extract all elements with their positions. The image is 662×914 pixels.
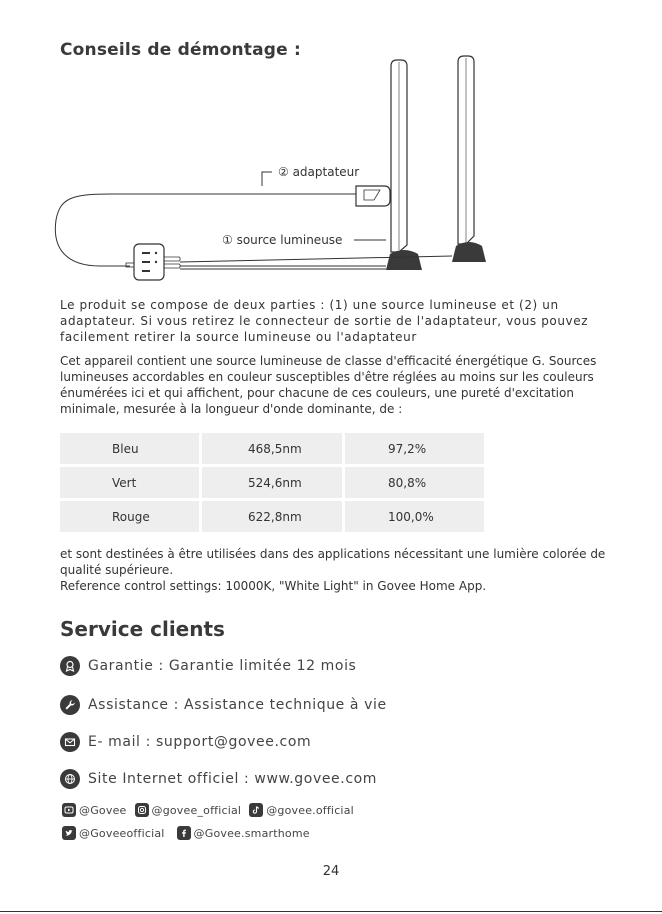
table-cell: 622,8nm xyxy=(202,501,342,532)
social-handle: @Govee xyxy=(79,803,127,817)
table-cell: 524,6nm xyxy=(202,467,342,498)
adapter-label: ② adaptateur xyxy=(278,165,360,179)
energy-class-paragraph: Cet appareil contient une source lumineuse de classe d'efficacité énergétique G. Sources lumineuses accordables en couleur susceptibles d'être réglées au moins sur les couleurs énumérées ici et qui affichent, pour chacune de ces couleurs, une pureté d'excitation minimale, mesurée à la longueur d'onde dominante, de : xyxy=(60,354,597,416)
award-icon xyxy=(60,656,80,676)
social-handle: @Govee.smarthome xyxy=(193,826,310,840)
social-row-1 xyxy=(62,802,362,818)
light-bar-left xyxy=(391,60,407,252)
color-purity-table xyxy=(57,430,487,535)
social-handle: @Goveeofficial xyxy=(79,826,165,840)
base-right xyxy=(452,242,486,262)
email-link[interactable]: E- mail : support@govee.com xyxy=(88,734,312,750)
composition-paragraph: Le produit se compose de deux parties : (1) une source lumineuse et (2) un adaptateur. Si vous retirez le connecteur de sortie de l'adaptateur, vous pouvez facilement retirer la source lumineuse ou l'adaptateur xyxy=(60,298,589,344)
mail-icon xyxy=(60,732,80,752)
bottom-divider xyxy=(0,911,662,912)
service-email xyxy=(60,731,311,753)
service-warranty xyxy=(60,655,356,677)
social-twitter[interactable] xyxy=(62,826,165,840)
social-row-2 xyxy=(62,825,318,841)
service-support xyxy=(60,694,387,716)
table-row xyxy=(60,501,484,532)
website-link[interactable]: Site Internet officiel : www.govee.com xyxy=(88,771,378,787)
adapter-callout-line xyxy=(262,172,272,186)
page-number: 24 xyxy=(322,864,340,879)
twitter-icon xyxy=(62,826,76,840)
instagram-icon xyxy=(135,803,149,817)
light-source-label: ① source lumineuse xyxy=(222,233,343,247)
social-instagram[interactable] xyxy=(135,803,242,817)
cables xyxy=(55,194,452,269)
service-heading: Service clients xyxy=(60,617,225,641)
section-heading: Conseils de démontage : xyxy=(60,40,302,60)
service-website xyxy=(60,768,377,790)
table-cell: Rouge xyxy=(60,501,199,532)
social-handle: @govee_official xyxy=(151,803,242,817)
base-left xyxy=(386,250,422,270)
table-row xyxy=(60,433,484,464)
service-text: Garantie : Garantie limitée 12 mois xyxy=(88,658,357,674)
facebook-icon xyxy=(177,826,191,840)
youtube-icon xyxy=(62,803,76,817)
social-facebook[interactable] xyxy=(177,826,310,840)
control-box xyxy=(126,244,180,280)
table-cell: Vert xyxy=(60,467,199,498)
reference-settings-text: Reference control settings: 10000K, "White Light" in Govee Home App. xyxy=(60,579,487,593)
social-youtube[interactable] xyxy=(62,803,127,817)
table-cell: Bleu xyxy=(60,433,199,464)
table-row xyxy=(60,467,484,498)
light-bar-right xyxy=(458,56,474,244)
table-cell: 100,0% xyxy=(345,501,484,532)
table-cell: 97,2% xyxy=(345,433,484,464)
adapter xyxy=(356,186,390,206)
wrench-icon xyxy=(60,695,80,715)
social-handle: @govee.official xyxy=(266,803,354,817)
globe-icon xyxy=(60,769,80,789)
usage-text: et sont destinées à être utilisées dans des applications nécessitant une lumière colorée de qualité supérieure. xyxy=(60,547,606,577)
table-cell: 80,8% xyxy=(345,467,484,498)
tiktok-icon xyxy=(249,803,263,817)
service-text: Assistance : Assistance technique à vie xyxy=(88,697,387,713)
social-tiktok[interactable] xyxy=(249,803,354,817)
disassembly-diagram xyxy=(0,0,662,300)
usage-paragraph xyxy=(60,546,630,594)
table-cell: 468,5nm xyxy=(202,433,342,464)
